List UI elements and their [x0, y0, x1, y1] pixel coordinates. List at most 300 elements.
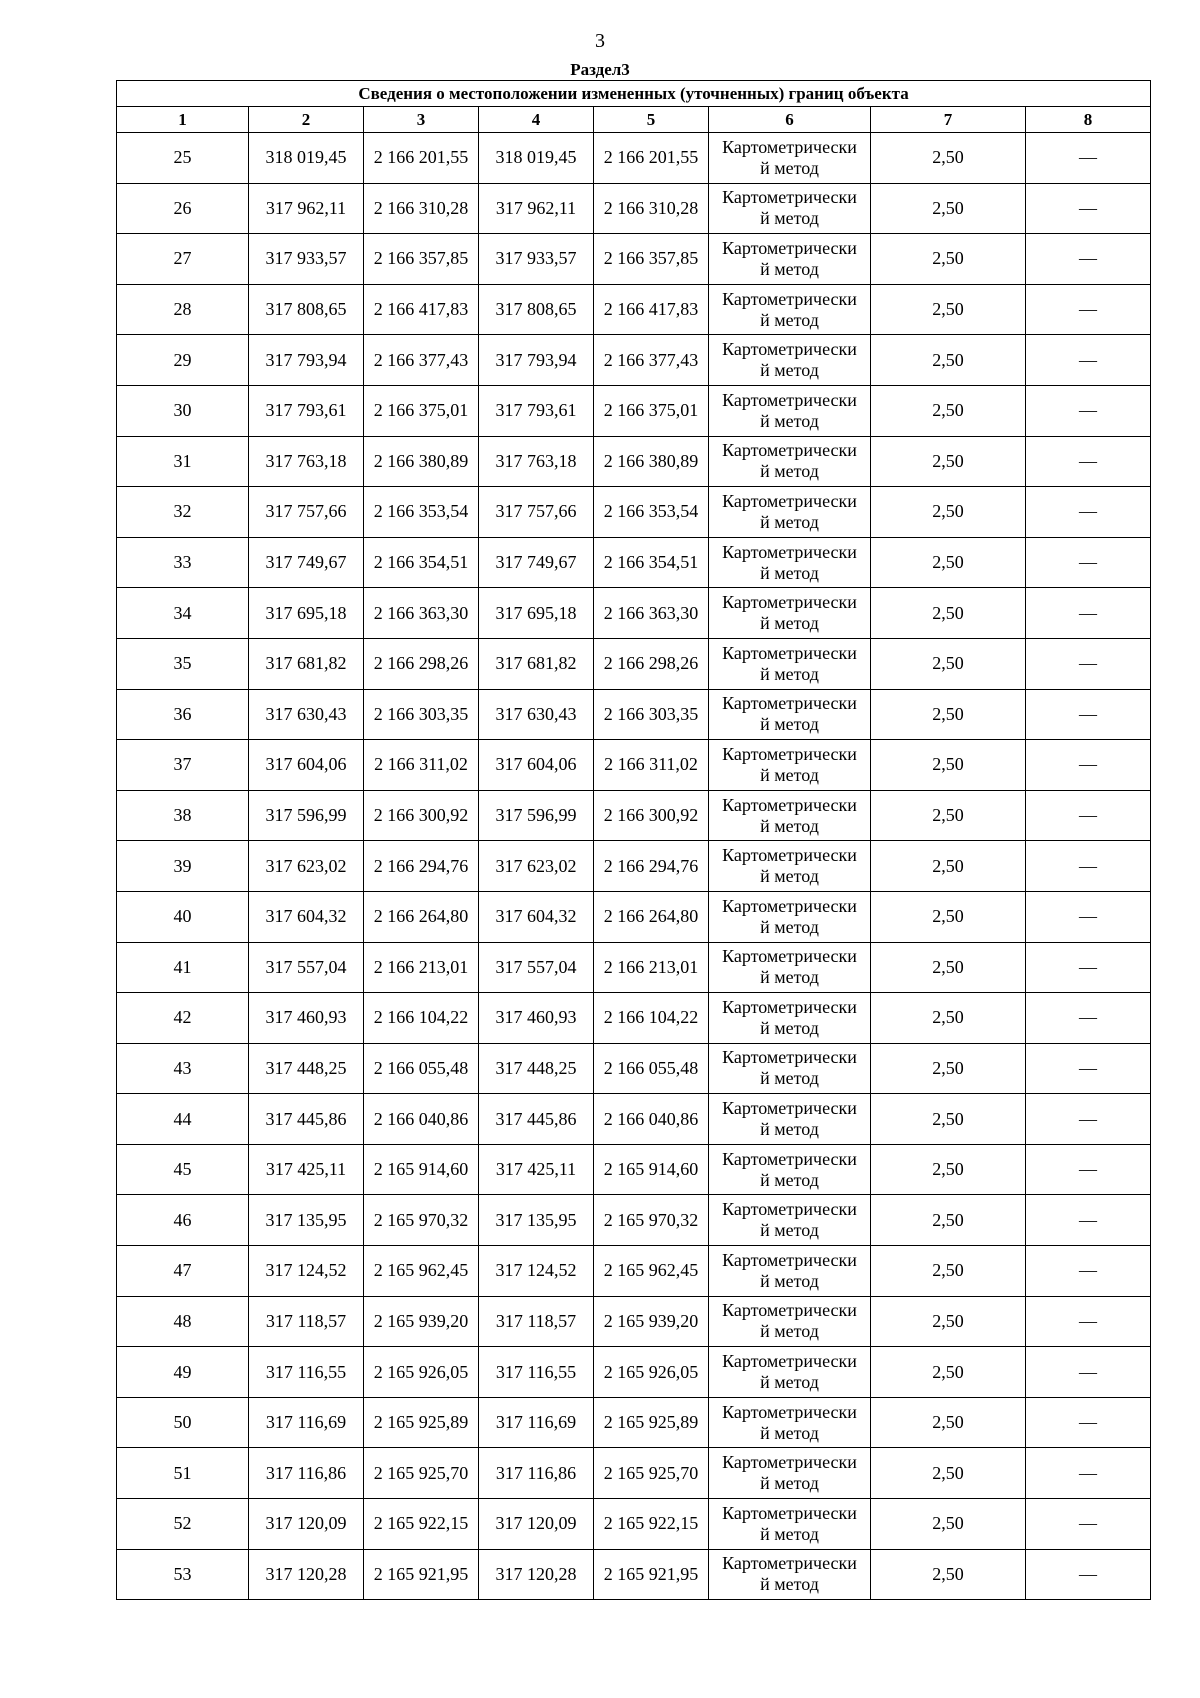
x-coordinate-new-cell: 317 460,93	[479, 993, 594, 1044]
note-cell: —	[1026, 335, 1151, 386]
method-line-1: Картометрически	[722, 1351, 857, 1372]
method-line-1: Картометрически	[722, 1249, 857, 1270]
x-coordinate-new-cell: 317 757,66	[479, 487, 594, 538]
note-cell: —	[1026, 1043, 1151, 1094]
method-cell	[709, 183, 871, 234]
method-line-2: й метод	[760, 866, 819, 887]
accuracy-cell: 2,50	[871, 790, 1026, 841]
y-coordinate-new-cell: 2 166 311,02	[594, 740, 709, 791]
y-coordinate-existing-cell: 2 166 363,30	[364, 588, 479, 639]
table-row	[117, 183, 1151, 234]
note-cell: —	[1026, 740, 1151, 791]
accuracy-cell: 2,50	[871, 284, 1026, 335]
table-row	[117, 1397, 1151, 1448]
table-row	[117, 588, 1151, 639]
y-coordinate-existing-cell: 2 166 357,85	[364, 234, 479, 285]
point-number-cell: 32	[117, 487, 249, 538]
accuracy-cell: 2,50	[871, 537, 1026, 588]
y-coordinate-existing-cell: 2 165 921,95	[364, 1549, 479, 1600]
method-line-1: Картометрически	[722, 895, 857, 916]
point-number-cell: 49	[117, 1347, 249, 1398]
table-row	[117, 1195, 1151, 1246]
point-number-cell: 51	[117, 1448, 249, 1499]
x-coordinate-existing-cell: 317 116,86	[249, 1448, 364, 1499]
y-coordinate-existing-cell: 2 166 303,35	[364, 689, 479, 740]
column-number: 2	[249, 107, 364, 133]
method-cell	[709, 1296, 871, 1347]
x-coordinate-existing-cell: 317 763,18	[249, 436, 364, 487]
x-coordinate-new-cell: 317 793,94	[479, 335, 594, 386]
table-body	[117, 133, 1151, 1600]
x-coordinate-existing-cell: 317 448,25	[249, 1043, 364, 1094]
method-line-1: Картометрически	[722, 440, 857, 461]
x-coordinate-existing-cell: 317 604,32	[249, 891, 364, 942]
x-coordinate-existing-cell: 317 445,86	[249, 1094, 364, 1145]
note-cell: —	[1026, 588, 1151, 639]
note-cell: —	[1026, 689, 1151, 740]
accuracy-cell: 2,50	[871, 183, 1026, 234]
method-line-1: Картометрически	[722, 288, 857, 309]
method-cell	[709, 1246, 871, 1297]
method-cell	[709, 284, 871, 335]
note-cell: —	[1026, 1246, 1151, 1297]
y-coordinate-existing-cell: 2 166 377,43	[364, 335, 479, 386]
accuracy-cell: 2,50	[871, 841, 1026, 892]
method-line-1: Картометрически	[722, 1401, 857, 1422]
column-number: 5	[594, 107, 709, 133]
y-coordinate-existing-cell: 2 166 353,54	[364, 487, 479, 538]
note-cell: —	[1026, 1499, 1151, 1550]
method-line-2: й метод	[760, 1017, 819, 1038]
accuracy-cell: 2,50	[871, 1246, 1026, 1297]
y-coordinate-new-cell: 2 165 925,89	[594, 1397, 709, 1448]
y-coordinate-new-cell: 2 166 357,85	[594, 234, 709, 285]
method-cell	[709, 891, 871, 942]
point-number-cell: 29	[117, 335, 249, 386]
y-coordinate-new-cell: 2 165 962,45	[594, 1246, 709, 1297]
method-line-2: й метод	[760, 1169, 819, 1190]
method-cell	[709, 1094, 871, 1145]
x-coordinate-new-cell: 317 120,28	[479, 1549, 594, 1600]
x-coordinate-new-cell: 317 448,25	[479, 1043, 594, 1094]
x-coordinate-existing-cell: 317 749,67	[249, 537, 364, 588]
x-coordinate-existing-cell: 317 557,04	[249, 942, 364, 993]
method-cell	[709, 1448, 871, 1499]
point-number-cell: 38	[117, 790, 249, 841]
y-coordinate-existing-cell: 2 165 962,45	[364, 1246, 479, 1297]
column-number: 4	[479, 107, 594, 133]
method-line-2: й метод	[760, 360, 819, 381]
method-line-1: Картометрически	[722, 996, 857, 1017]
x-coordinate-existing-cell: 317 425,11	[249, 1144, 364, 1195]
x-coordinate-existing-cell: 317 681,82	[249, 638, 364, 689]
method-cell	[709, 993, 871, 1044]
method-line-1: Картометрически	[722, 946, 857, 967]
method-cell	[709, 1499, 871, 1550]
x-coordinate-existing-cell: 317 793,94	[249, 335, 364, 386]
y-coordinate-new-cell: 2 166 354,51	[594, 537, 709, 588]
method-line-2: й метод	[760, 916, 819, 937]
accuracy-cell: 2,50	[871, 436, 1026, 487]
method-line-1: Картометрически	[722, 1300, 857, 1321]
method-line-1: Картометрически	[722, 541, 857, 562]
accuracy-cell: 2,50	[871, 487, 1026, 538]
y-coordinate-new-cell: 2 166 264,80	[594, 891, 709, 942]
x-coordinate-new-cell: 317 933,57	[479, 234, 594, 285]
table-row	[117, 537, 1151, 588]
note-cell: —	[1026, 1094, 1151, 1145]
y-coordinate-existing-cell: 2 165 939,20	[364, 1296, 479, 1347]
method-line-2: й метод	[760, 663, 819, 684]
method-line-2: й метод	[760, 714, 819, 735]
method-line-2: й метод	[760, 815, 819, 836]
x-coordinate-new-cell: 317 116,55	[479, 1347, 594, 1398]
y-coordinate-new-cell: 2 166 380,89	[594, 436, 709, 487]
table-row	[117, 335, 1151, 386]
y-coordinate-existing-cell: 2 166 298,26	[364, 638, 479, 689]
x-coordinate-new-cell: 317 808,65	[479, 284, 594, 335]
x-coordinate-existing-cell: 317 933,57	[249, 234, 364, 285]
x-coordinate-new-cell: 317 630,43	[479, 689, 594, 740]
note-cell: —	[1026, 487, 1151, 538]
point-number-cell: 31	[117, 436, 249, 487]
method-line-1: Картометрически	[722, 1502, 857, 1523]
x-coordinate-new-cell: 317 557,04	[479, 942, 594, 993]
method-line-2: й метод	[760, 1220, 819, 1241]
point-number-cell: 45	[117, 1144, 249, 1195]
table-row	[117, 993, 1151, 1044]
section-title: Раздел3	[570, 60, 630, 79]
table-row	[117, 942, 1151, 993]
accuracy-cell: 2,50	[871, 588, 1026, 639]
method-line-2: й метод	[760, 461, 819, 482]
x-coordinate-existing-cell: 317 120,09	[249, 1499, 364, 1550]
method-cell	[709, 385, 871, 436]
note-cell: —	[1026, 385, 1151, 436]
point-number-cell: 42	[117, 993, 249, 1044]
y-coordinate-new-cell: 2 166 375,01	[594, 385, 709, 436]
accuracy-cell: 2,50	[871, 993, 1026, 1044]
table-row	[117, 133, 1151, 184]
y-coordinate-new-cell: 2 165 939,20	[594, 1296, 709, 1347]
point-number-cell: 37	[117, 740, 249, 791]
table-row	[117, 1043, 1151, 1094]
method-cell	[709, 133, 871, 184]
x-coordinate-existing-cell: 317 630,43	[249, 689, 364, 740]
method-cell	[709, 335, 871, 386]
accuracy-cell: 2,50	[871, 689, 1026, 740]
method-line-2: й метод	[760, 208, 819, 229]
y-coordinate-existing-cell: 2 166 040,86	[364, 1094, 479, 1145]
point-number-cell: 50	[117, 1397, 249, 1448]
accuracy-cell: 2,50	[871, 891, 1026, 942]
table-row	[117, 385, 1151, 436]
y-coordinate-existing-cell: 2 165 914,60	[364, 1144, 479, 1195]
point-number-cell: 46	[117, 1195, 249, 1246]
note-cell: —	[1026, 133, 1151, 184]
accuracy-cell: 2,50	[871, 942, 1026, 993]
method-line-1: Картометрически	[722, 1553, 857, 1574]
note-cell: —	[1026, 942, 1151, 993]
accuracy-cell: 2,50	[871, 1549, 1026, 1600]
x-coordinate-new-cell: 318 019,45	[479, 133, 594, 184]
x-coordinate-new-cell: 317 118,57	[479, 1296, 594, 1347]
accuracy-cell: 2,50	[871, 1195, 1026, 1246]
table-row	[117, 1246, 1151, 1297]
x-coordinate-new-cell: 317 695,18	[479, 588, 594, 639]
x-coordinate-existing-cell: 317 695,18	[249, 588, 364, 639]
table-row	[117, 891, 1151, 942]
y-coordinate-existing-cell: 2 166 354,51	[364, 537, 479, 588]
y-coordinate-new-cell: 2 165 970,32	[594, 1195, 709, 1246]
method-line-2: й метод	[760, 1574, 819, 1595]
y-coordinate-existing-cell: 2 165 926,05	[364, 1347, 479, 1398]
y-coordinate-existing-cell: 2 166 310,28	[364, 183, 479, 234]
y-coordinate-existing-cell: 2 166 375,01	[364, 385, 479, 436]
y-coordinate-existing-cell: 2 165 925,89	[364, 1397, 479, 1448]
method-line-2: й метод	[760, 764, 819, 785]
method-line-1: Картометрически	[722, 592, 857, 613]
x-coordinate-existing-cell: 317 757,66	[249, 487, 364, 538]
x-coordinate-new-cell: 317 604,06	[479, 740, 594, 791]
y-coordinate-existing-cell: 2 166 213,01	[364, 942, 479, 993]
method-line-2: й метод	[760, 1422, 819, 1443]
table-row	[117, 790, 1151, 841]
method-cell	[709, 1549, 871, 1600]
y-coordinate-new-cell: 2 165 914,60	[594, 1144, 709, 1195]
table-row	[117, 487, 1151, 538]
table-row	[117, 1094, 1151, 1145]
table-row	[117, 1347, 1151, 1398]
note-cell: —	[1026, 537, 1151, 588]
y-coordinate-new-cell: 2 166 213,01	[594, 942, 709, 993]
table-row	[117, 1296, 1151, 1347]
x-coordinate-new-cell: 317 116,69	[479, 1397, 594, 1448]
method-cell	[709, 1144, 871, 1195]
method-line-2: й метод	[760, 613, 819, 634]
y-coordinate-existing-cell: 2 166 311,02	[364, 740, 479, 791]
column-number-row	[117, 107, 1151, 133]
note-cell: —	[1026, 1347, 1151, 1398]
x-coordinate-existing-cell: 318 019,45	[249, 133, 364, 184]
method-line-2: й метод	[760, 1270, 819, 1291]
page-number: 3	[595, 30, 605, 52]
accuracy-cell: 2,50	[871, 1347, 1026, 1398]
note-cell: —	[1026, 790, 1151, 841]
table-row	[117, 638, 1151, 689]
note-cell: —	[1026, 1448, 1151, 1499]
accuracy-cell: 2,50	[871, 385, 1026, 436]
y-coordinate-new-cell: 2 166 040,86	[594, 1094, 709, 1145]
x-coordinate-existing-cell: 317 124,52	[249, 1246, 364, 1297]
table-row	[117, 1549, 1151, 1600]
method-line-1: Картометрически	[722, 794, 857, 815]
y-coordinate-new-cell: 2 166 300,92	[594, 790, 709, 841]
x-coordinate-existing-cell: 317 118,57	[249, 1296, 364, 1347]
point-number-cell: 39	[117, 841, 249, 892]
y-coordinate-existing-cell: 2 166 104,22	[364, 993, 479, 1044]
note-cell: —	[1026, 638, 1151, 689]
y-coordinate-existing-cell: 2 166 380,89	[364, 436, 479, 487]
method-line-2: й метод	[760, 309, 819, 330]
point-number-cell: 48	[117, 1296, 249, 1347]
y-coordinate-new-cell: 2 166 294,76	[594, 841, 709, 892]
y-coordinate-existing-cell: 2 165 970,32	[364, 1195, 479, 1246]
method-line-1: Картометрически	[722, 187, 857, 208]
y-coordinate-new-cell: 2 166 363,30	[594, 588, 709, 639]
x-coordinate-existing-cell: 317 116,55	[249, 1347, 364, 1398]
method-line-1: Картометрически	[722, 339, 857, 360]
point-number-cell: 44	[117, 1094, 249, 1145]
x-coordinate-new-cell: 317 596,99	[479, 790, 594, 841]
x-coordinate-existing-cell: 317 962,11	[249, 183, 364, 234]
method-line-2: й метод	[760, 511, 819, 532]
method-line-1: Картометрически	[722, 389, 857, 410]
method-line-1: Картометрически	[722, 1098, 857, 1119]
y-coordinate-new-cell: 2 166 201,55	[594, 133, 709, 184]
coordinates-table	[116, 80, 1151, 1600]
x-coordinate-new-cell: 317 763,18	[479, 436, 594, 487]
point-number-cell: 43	[117, 1043, 249, 1094]
method-line-2: й метод	[760, 1321, 819, 1342]
x-coordinate-new-cell: 317 793,61	[479, 385, 594, 436]
point-number-cell: 36	[117, 689, 249, 740]
method-line-2: й метод	[760, 1068, 819, 1089]
point-number-cell: 41	[117, 942, 249, 993]
method-cell	[709, 1347, 871, 1398]
accuracy-cell: 2,50	[871, 234, 1026, 285]
method-line-1: Картометрически	[722, 845, 857, 866]
method-line-2: й метод	[760, 967, 819, 988]
accuracy-cell: 2,50	[871, 1144, 1026, 1195]
y-coordinate-existing-cell: 2 166 264,80	[364, 891, 479, 942]
accuracy-cell: 2,50	[871, 1448, 1026, 1499]
method-line-1: Картометрически	[722, 136, 857, 157]
point-number-cell: 27	[117, 234, 249, 285]
x-coordinate-new-cell: 317 623,02	[479, 841, 594, 892]
accuracy-cell: 2,50	[871, 638, 1026, 689]
table-row	[117, 1448, 1151, 1499]
note-cell: —	[1026, 234, 1151, 285]
method-cell	[709, 1397, 871, 1448]
note-cell: —	[1026, 891, 1151, 942]
table-row	[117, 841, 1151, 892]
note-cell: —	[1026, 1144, 1151, 1195]
point-number-cell: 35	[117, 638, 249, 689]
y-coordinate-new-cell: 2 166 310,28	[594, 183, 709, 234]
method-line-2: й метод	[760, 1523, 819, 1544]
y-coordinate-existing-cell: 2 166 417,83	[364, 284, 479, 335]
point-number-cell: 40	[117, 891, 249, 942]
y-coordinate-new-cell: 2 165 926,05	[594, 1347, 709, 1398]
accuracy-cell: 2,50	[871, 133, 1026, 184]
table-row	[117, 1499, 1151, 1550]
point-number-cell: 52	[117, 1499, 249, 1550]
method-line-2: й метод	[760, 1372, 819, 1393]
note-cell: —	[1026, 1195, 1151, 1246]
x-coordinate-new-cell: 317 124,52	[479, 1246, 594, 1297]
method-line-1: Картометрически	[722, 642, 857, 663]
x-coordinate-new-cell: 317 120,09	[479, 1499, 594, 1550]
note-cell: —	[1026, 436, 1151, 487]
column-number: 3	[364, 107, 479, 133]
column-number: 1	[117, 107, 249, 133]
method-cell	[709, 638, 871, 689]
method-line-2: й метод	[760, 258, 819, 279]
method-cell	[709, 1043, 871, 1094]
x-coordinate-new-cell: 317 962,11	[479, 183, 594, 234]
column-number: 6	[709, 107, 871, 133]
accuracy-cell: 2,50	[871, 1397, 1026, 1448]
y-coordinate-new-cell: 2 166 303,35	[594, 689, 709, 740]
x-coordinate-existing-cell: 317 604,06	[249, 740, 364, 791]
point-number-cell: 28	[117, 284, 249, 335]
y-coordinate-new-cell: 2 166 353,54	[594, 487, 709, 538]
note-cell: —	[1026, 183, 1151, 234]
table-row	[117, 740, 1151, 791]
x-coordinate-existing-cell: 317 623,02	[249, 841, 364, 892]
y-coordinate-existing-cell: 2 166 201,55	[364, 133, 479, 184]
x-coordinate-new-cell: 317 116,86	[479, 1448, 594, 1499]
point-number-cell: 34	[117, 588, 249, 639]
accuracy-cell: 2,50	[871, 740, 1026, 791]
point-number-cell: 53	[117, 1549, 249, 1600]
method-line-1: Картометрически	[722, 693, 857, 714]
y-coordinate-new-cell: 2 165 922,15	[594, 1499, 709, 1550]
point-number-cell: 25	[117, 133, 249, 184]
column-number: 8	[1026, 107, 1151, 133]
note-cell: —	[1026, 993, 1151, 1044]
y-coordinate-new-cell: 2 166 104,22	[594, 993, 709, 1044]
note-cell: —	[1026, 1549, 1151, 1600]
y-coordinate-existing-cell: 2 166 055,48	[364, 1043, 479, 1094]
x-coordinate-existing-cell: 317 135,95	[249, 1195, 364, 1246]
method-line-1: Картометрически	[722, 237, 857, 258]
accuracy-cell: 2,50	[871, 335, 1026, 386]
x-coordinate-new-cell: 317 749,67	[479, 537, 594, 588]
method-cell	[709, 689, 871, 740]
method-cell	[709, 234, 871, 285]
method-line-1: Картометрически	[722, 490, 857, 511]
accuracy-cell: 2,50	[871, 1043, 1026, 1094]
method-line-1: Картометрически	[722, 743, 857, 764]
x-coordinate-new-cell: 317 445,86	[479, 1094, 594, 1145]
table-caption-row	[117, 81, 1151, 107]
y-coordinate-existing-cell: 2 166 294,76	[364, 841, 479, 892]
x-coordinate-existing-cell: 317 808,65	[249, 284, 364, 335]
point-number-cell: 30	[117, 385, 249, 436]
y-coordinate-existing-cell: 2 165 922,15	[364, 1499, 479, 1550]
x-coordinate-new-cell: 317 604,32	[479, 891, 594, 942]
method-cell	[709, 841, 871, 892]
method-line-1: Картометрически	[722, 1452, 857, 1473]
method-line-2: й метод	[760, 1119, 819, 1140]
y-coordinate-existing-cell: 2 166 300,92	[364, 790, 479, 841]
point-number-cell: 33	[117, 537, 249, 588]
method-cell	[709, 1195, 871, 1246]
accuracy-cell: 2,50	[871, 1094, 1026, 1145]
accuracy-cell: 2,50	[871, 1296, 1026, 1347]
table-caption: Сведения о местоположении измененных (уточненных) границ объекта	[117, 81, 1151, 107]
method-line-1: Картометрически	[722, 1148, 857, 1169]
method-line-2: й метод	[760, 410, 819, 431]
x-coordinate-new-cell: 317 681,82	[479, 638, 594, 689]
x-coordinate-existing-cell: 317 460,93	[249, 993, 364, 1044]
y-coordinate-new-cell: 2 165 921,95	[594, 1549, 709, 1600]
method-line-1: Картометрически	[722, 1047, 857, 1068]
x-coordinate-existing-cell: 317 596,99	[249, 790, 364, 841]
y-coordinate-new-cell: 2 166 417,83	[594, 284, 709, 335]
